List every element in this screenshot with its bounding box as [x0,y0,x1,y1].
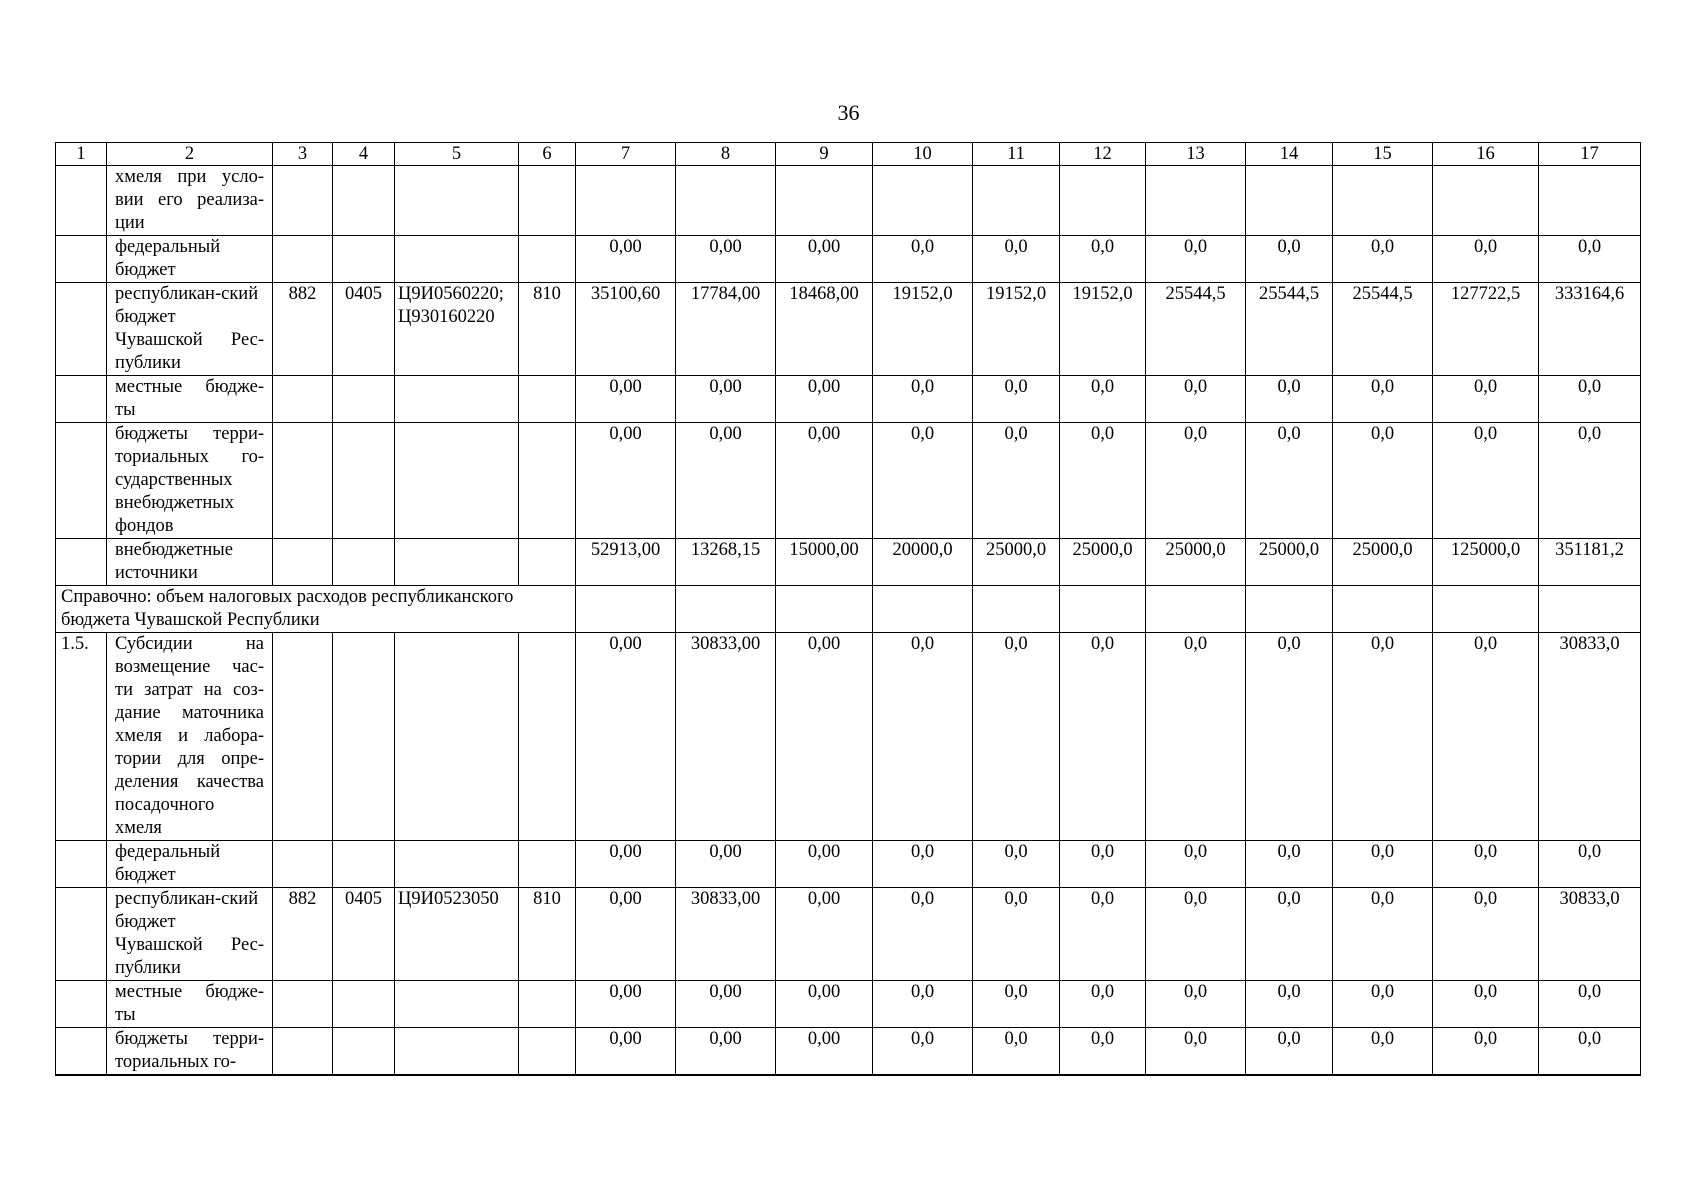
row-number [56,166,107,236]
value-col-17: 351181,2 [1539,539,1641,586]
value-col-8: 0,00 [676,1028,776,1076]
value-col-11: 0,0 [973,423,1060,539]
table-row [56,423,1641,539]
code-expense-type: 810 [519,283,576,376]
value-col-10: 0,0 [873,1028,973,1076]
column-number-10: 10 [873,143,973,166]
table-row [56,633,1641,841]
row-name: внебюджетные источники [107,539,273,586]
row-name: хмеля при усло-вии его реализа-ции [107,166,273,236]
code-target-article [395,841,519,888]
value-col-14: 0,0 [1246,633,1333,841]
value-col-12: 0,0 [1060,981,1146,1028]
empty-cell [1539,586,1641,633]
value-col-11: 0,0 [973,1028,1060,1076]
column-number-17: 17 [1539,143,1641,166]
value-col-8: 0,00 [676,236,776,283]
value-col-10: 20000,0 [873,539,973,586]
row-name: республикан-ский бюджет Чувашской Рес-публики [107,888,273,981]
value-col-9 [776,166,873,236]
value-col-9: 0,00 [776,888,873,981]
value-col-13: 0,0 [1146,981,1246,1028]
value-col-9: 0,00 [776,633,873,841]
budget-table [55,142,1641,1076]
value-col-8: 30833,00 [676,633,776,841]
code-ministry [273,423,333,539]
value-col-9: 15000,00 [776,539,873,586]
value-col-13: 0,0 [1146,841,1246,888]
value-col-12: 0,0 [1060,841,1146,888]
value-col-11: 19152,0 [973,283,1060,376]
value-col-7: 0,00 [576,236,676,283]
value-col-14: 0,0 [1246,841,1333,888]
value-col-16: 0,0 [1433,633,1539,841]
row-number [56,236,107,283]
value-col-16: 0,0 [1433,1028,1539,1076]
value-col-14: 0,0 [1246,423,1333,539]
value-col-12: 19152,0 [1060,283,1146,376]
column-number-9: 9 [776,143,873,166]
value-col-10: 0,0 [873,423,973,539]
value-col-13: 25544,5 [1146,283,1246,376]
column-number-row [56,143,1641,166]
code-target-article [395,1028,519,1076]
column-number-5: 5 [395,143,519,166]
value-col-9: 0,00 [776,423,873,539]
value-col-13: 0,0 [1146,376,1246,423]
value-col-10 [873,166,973,236]
value-col-17: 0,0 [1539,1028,1641,1076]
value-col-14: 0,0 [1246,236,1333,283]
value-col-10: 19152,0 [873,283,973,376]
value-col-15: 0,0 [1333,633,1433,841]
empty-cell [1333,586,1433,633]
value-col-12: 0,0 [1060,423,1146,539]
code-section [333,633,395,841]
value-col-13: 0,0 [1146,423,1246,539]
code-section [333,981,395,1028]
code-ministry [273,841,333,888]
value-col-8: 17784,00 [676,283,776,376]
column-number-15: 15 [1333,143,1433,166]
value-col-14: 0,0 [1246,981,1333,1028]
code-section [333,236,395,283]
empty-cell [873,586,973,633]
value-col-8: 0,00 [676,423,776,539]
value-col-10: 0,0 [873,236,973,283]
empty-cell [973,586,1060,633]
row-name: бюджеты терри-ториальных го-сударственных внебюджетных фондов [107,423,273,539]
value-col-15: 0,0 [1333,1028,1433,1076]
empty-cell [1433,586,1539,633]
value-col-16: 0,0 [1433,236,1539,283]
value-col-15: 0,0 [1333,888,1433,981]
value-col-16: 0,0 [1433,423,1539,539]
value-col-13: 0,0 [1146,1028,1246,1076]
value-col-8: 0,00 [676,841,776,888]
value-col-15: 25000,0 [1333,539,1433,586]
value-col-16 [1433,166,1539,236]
value-col-7: 0,00 [576,633,676,841]
code-ministry [273,376,333,423]
value-col-8: 0,00 [676,981,776,1028]
value-col-17: 30833,0 [1539,633,1641,841]
value-col-15: 0,0 [1333,376,1433,423]
table-row [56,376,1641,423]
code-expense-type [519,981,576,1028]
value-col-13 [1146,166,1246,236]
column-number-14: 14 [1246,143,1333,166]
row-name: местные бюдже-ты [107,376,273,423]
column-number-13: 13 [1146,143,1246,166]
empty-cell [776,586,873,633]
table-row [56,841,1641,888]
code-expense-type [519,633,576,841]
value-col-12 [1060,166,1146,236]
column-number-1: 1 [56,143,107,166]
empty-cell [676,586,776,633]
code-target-article [395,236,519,283]
value-col-15: 0,0 [1333,841,1433,888]
value-col-16: 0,0 [1433,888,1539,981]
code-section [333,376,395,423]
value-col-12: 0,0 [1060,1028,1146,1076]
code-ministry [273,236,333,283]
table-row [56,236,1641,283]
value-col-16: 0,0 [1433,981,1539,1028]
code-ministry [273,1028,333,1076]
value-col-9: 0,00 [776,841,873,888]
code-section: 0405 [333,888,395,981]
code-target-article: Ц9И0523050 [395,888,519,981]
value-col-16: 0,0 [1433,376,1539,423]
value-col-9: 0,00 [776,1028,873,1076]
empty-cell [576,586,676,633]
value-col-7: 0,00 [576,1028,676,1076]
value-col-7: 0,00 [576,423,676,539]
table-body [56,143,1641,1076]
value-col-14 [1246,166,1333,236]
value-col-12: 25000,0 [1060,539,1146,586]
code-expense-type [519,1028,576,1076]
column-number-4: 4 [333,143,395,166]
value-col-17: 0,0 [1539,841,1641,888]
code-ministry [273,981,333,1028]
page-number: 36 [837,100,860,125]
code-section [333,166,395,236]
value-col-14: 25000,0 [1246,539,1333,586]
value-col-10: 0,0 [873,376,973,423]
table-row [56,539,1641,586]
code-target-article [395,423,519,539]
value-col-8: 0,00 [676,376,776,423]
table-row [56,888,1641,981]
reference-note: Справочно: объем налоговых расходов республиканского бюджета Чувашской Республики [56,586,576,633]
value-col-11: 25000,0 [973,539,1060,586]
column-number-11: 11 [973,143,1060,166]
value-col-16: 127722,5 [1433,283,1539,376]
value-col-7: 52913,00 [576,539,676,586]
code-expense-type [519,423,576,539]
column-number-16: 16 [1433,143,1539,166]
code-ministry: 882 [273,283,333,376]
value-col-7: 0,00 [576,376,676,423]
empty-cell [1246,586,1333,633]
value-col-15: 25544,5 [1333,283,1433,376]
value-col-9: 0,00 [776,981,873,1028]
table-row [56,166,1641,236]
column-number-8: 8 [676,143,776,166]
column-number-12: 12 [1060,143,1146,166]
row-name: федеральный бюджет [107,841,273,888]
code-expense-type: 810 [519,888,576,981]
code-target-article [395,633,519,841]
empty-cell [1060,586,1146,633]
value-col-14: 0,0 [1246,1028,1333,1076]
reference-note-row [56,586,1641,633]
value-col-15 [1333,166,1433,236]
value-col-15: 0,0 [1333,981,1433,1028]
value-col-7: 0,00 [576,888,676,981]
value-col-12: 0,0 [1060,376,1146,423]
row-number [56,283,107,376]
value-col-10: 0,0 [873,888,973,981]
value-col-10: 0,0 [873,981,973,1028]
code-section [333,841,395,888]
row-name: Субсидии на возмещение час-ти затрат на соз-дание маточника хмеля и лабора-тории для опре-деления качества посадочного хмеля [107,633,273,841]
value-col-14: 25544,5 [1246,283,1333,376]
value-col-10: 0,0 [873,841,973,888]
value-col-9: 18468,00 [776,283,873,376]
row-name: республикан-ский бюджет Чувашской Рес-публики [107,283,273,376]
value-col-13: 0,0 [1146,888,1246,981]
code-target-article [395,981,519,1028]
value-col-12: 0,0 [1060,236,1146,283]
value-col-17: 30833,0 [1539,888,1641,981]
value-col-17: 0,0 [1539,981,1641,1028]
code-section [333,423,395,539]
code-target-article: Ц9И0560220; Ц930160220 [395,283,519,376]
value-col-13: 25000,0 [1146,539,1246,586]
column-number-3: 3 [273,143,333,166]
code-ministry [273,539,333,586]
value-col-13: 0,0 [1146,236,1246,283]
value-col-11: 0,0 [973,888,1060,981]
row-name: бюджеты терри-ториальных го- [107,1028,273,1076]
empty-cell [1146,586,1246,633]
table-row [56,981,1641,1028]
row-name: федеральный бюджет [107,236,273,283]
row-number [56,423,107,539]
row-number [56,888,107,981]
code-target-article [395,166,519,236]
row-number [56,841,107,888]
code-section: 0405 [333,283,395,376]
value-col-12: 0,0 [1060,888,1146,981]
column-number-2: 2 [107,143,273,166]
value-col-8 [676,166,776,236]
code-expense-type [519,539,576,586]
column-number-7: 7 [576,143,676,166]
value-col-16: 0,0 [1433,841,1539,888]
value-col-8: 13268,15 [676,539,776,586]
value-col-7: 0,00 [576,981,676,1028]
row-number [56,539,107,586]
value-col-8: 30833,00 [676,888,776,981]
value-col-12: 0,0 [1060,633,1146,841]
value-col-11: 0,0 [973,236,1060,283]
value-col-17: 0,0 [1539,236,1641,283]
value-col-11: 0,0 [973,376,1060,423]
value-col-11: 0,0 [973,633,1060,841]
code-section [333,1028,395,1076]
code-ministry [273,166,333,236]
row-number [56,1028,107,1076]
value-col-7 [576,166,676,236]
value-col-15: 0,0 [1333,423,1433,539]
code-expense-type [519,166,576,236]
row-number [56,376,107,423]
value-col-17: 0,0 [1539,376,1641,423]
row-name: местные бюдже-ты [107,981,273,1028]
row-number: 1.5. [56,633,107,841]
table-row [56,1028,1641,1076]
value-col-11: 0,0 [973,981,1060,1028]
code-expense-type [519,376,576,423]
value-col-7: 35100,60 [576,283,676,376]
code-target-article [395,539,519,586]
value-col-9: 0,00 [776,236,873,283]
value-col-7: 0,00 [576,841,676,888]
row-number [56,981,107,1028]
value-col-14: 0,0 [1246,376,1333,423]
value-col-11: 0,0 [973,841,1060,888]
value-col-16: 125000,0 [1433,539,1539,586]
value-col-17 [1539,166,1641,236]
value-col-9: 0,00 [776,376,873,423]
value-col-15: 0,0 [1333,236,1433,283]
table-row [56,283,1641,376]
value-col-13: 0,0 [1146,633,1246,841]
column-number-6: 6 [519,143,576,166]
code-section [333,539,395,586]
code-expense-type [519,841,576,888]
value-col-11 [973,166,1060,236]
code-target-article [395,376,519,423]
value-col-17: 333164,6 [1539,283,1641,376]
code-ministry [273,633,333,841]
value-col-10: 0,0 [873,633,973,841]
value-col-14: 0,0 [1246,888,1333,981]
value-col-17: 0,0 [1539,423,1641,539]
code-expense-type [519,236,576,283]
code-ministry: 882 [273,888,333,981]
